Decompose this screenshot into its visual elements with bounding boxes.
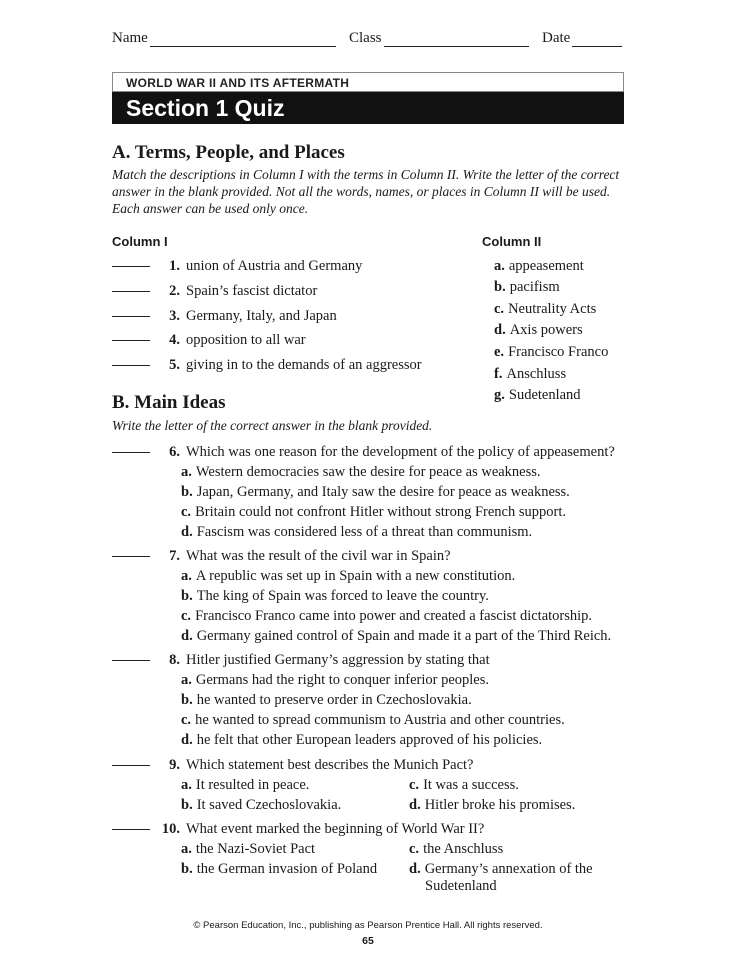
option-text: It saved Czechoslovakia.	[196, 797, 342, 813]
question-number: 8.	[169, 652, 180, 668]
option-letter: c.	[181, 712, 192, 728]
question-text: Which statement best describes the Munich Pact?	[186, 757, 474, 773]
option-text: It was a success.	[423, 777, 519, 793]
option-letter: b.	[181, 861, 193, 877]
question-text: What event marked the beginning of World War II?	[186, 821, 485, 837]
column-1-item	[112, 332, 306, 349]
answer-option	[181, 628, 611, 645]
option-text: Western democracies saw the desire for peace as weakness.	[195, 464, 541, 480]
option-text: Germany gained control of Spain and made it a part of the Third Reich.	[196, 628, 612, 644]
option-text: the Anschluss	[423, 841, 504, 857]
item-number: 5.	[169, 357, 180, 373]
option-letter: c.	[494, 301, 505, 317]
column-2-item	[494, 258, 584, 275]
option-text: The king of Spain was forced to leave the country.	[196, 588, 489, 604]
option-letter: b.	[494, 279, 506, 295]
answer-blank[interactable]	[112, 315, 150, 317]
answer-blank[interactable]	[112, 555, 150, 557]
answer-option	[181, 841, 315, 858]
option-letter: f.	[494, 366, 503, 382]
option-letter: d.	[409, 861, 421, 877]
item-number: 3.	[169, 308, 180, 324]
option-text: he wanted to preserve order in Czechoslovakia.	[196, 692, 472, 708]
answer-option	[409, 861, 593, 878]
question-number: 6.	[169, 444, 180, 460]
answer-blank[interactable]	[112, 451, 150, 453]
option-letter: d.	[181, 732, 193, 748]
option-text: pacifism	[509, 279, 560, 295]
page-number: 65	[362, 935, 374, 947]
copyright-notice: © Pearson Education, Inc., publishing as Pearson Prentice Hall. All rights reserved.	[193, 920, 543, 931]
item-number: 4.	[169, 332, 180, 348]
class-blank[interactable]	[384, 31, 529, 47]
column-2-item	[494, 387, 581, 404]
answer-blank[interactable]	[112, 659, 150, 661]
question-stem	[112, 444, 615, 461]
column-2-item	[494, 322, 583, 339]
section-b-instructions: Write the letter of the correct answer in the blank provided.	[112, 418, 433, 433]
option-text: Japan, Germany, and Italy saw the desire for peace as weakness.	[196, 484, 570, 500]
option-text: It resulted in peace.	[195, 777, 310, 793]
answer-option	[181, 692, 472, 709]
option-text: Axis powers	[509, 322, 583, 338]
answer-blank[interactable]	[112, 764, 150, 766]
item-number: 1.	[169, 258, 180, 274]
answer-option	[181, 672, 489, 689]
option-text: the Nazi-Soviet Pact	[195, 841, 316, 857]
column-2-item	[494, 344, 608, 361]
answer-option	[409, 841, 503, 858]
chapter-banner: WORLD WAR II AND ITS AFTERMATH	[112, 72, 624, 92]
date-blank[interactable]	[572, 31, 622, 47]
answer-option	[409, 797, 575, 814]
answer-blank[interactable]	[112, 339, 150, 341]
question-stem	[112, 757, 474, 774]
column-1-item	[112, 258, 362, 275]
question-stem	[112, 548, 451, 565]
option-text: Neutrality Acts	[508, 301, 597, 317]
option-letter: e.	[494, 344, 505, 360]
option-text: Francisco Franco came into power and created a fascist dictatorship.	[195, 608, 593, 624]
option-text: the German invasion of Poland	[196, 861, 378, 877]
column-1-item	[112, 357, 422, 374]
option-letter: b.	[181, 692, 193, 708]
option-text: he wanted to spread communism to Austria and other countries.	[195, 712, 565, 728]
answer-option	[181, 797, 341, 814]
name-label: Name	[112, 30, 148, 46]
answer-option	[181, 588, 489, 605]
option-text: Sudetenland	[425, 878, 497, 894]
option-text: A republic was set up in Spain with a new constitution.	[195, 568, 516, 584]
option-text: Fascism was considered less of a threat than communism.	[196, 524, 533, 540]
question-text: Which was one reason for the development of the policy of appeasement?	[186, 444, 615, 460]
option-text: Britain could not confront Hitler without strong French support.	[195, 504, 566, 520]
section-a-heading: A. Terms, People, and Places	[112, 142, 345, 163]
answer-option	[409, 777, 519, 794]
answer-blank[interactable]	[112, 290, 150, 292]
date-field[interactable]	[542, 30, 622, 47]
item-text: giving in to the demands of an aggressor	[186, 357, 422, 373]
option-text: Francisco Franco	[508, 344, 609, 360]
column-1-item	[112, 283, 317, 300]
option-letter: b.	[181, 588, 193, 604]
section-b-heading: B. Main Ideas	[112, 392, 226, 413]
option-text: he felt that other European leaders approved of his policies.	[196, 732, 543, 748]
column-2-item	[494, 301, 596, 318]
option-text: appeasement	[508, 258, 584, 274]
option-letter: g.	[494, 387, 505, 403]
option-letter: b.	[181, 797, 193, 813]
question-stem	[112, 652, 490, 669]
name-field[interactable]	[112, 30, 336, 47]
option-letter: d.	[181, 628, 193, 644]
answer-option	[181, 732, 542, 749]
class-label: Class	[349, 30, 382, 46]
answer-option	[181, 464, 541, 481]
section-a-instructions: Match the descriptions in Column I with the terms in Column II. Write the letter of the correct answer in the blank provided. Not all the words, names, or places in Column II will be used. Each answer can be used only once.	[112, 167, 620, 216]
date-label: Date	[542, 30, 571, 46]
name-blank[interactable]	[150, 31, 336, 47]
answer-blank[interactable]	[112, 828, 150, 830]
question-stem	[112, 821, 484, 838]
answer-option	[425, 878, 497, 895]
item-text: union of Austria and Germany	[186, 258, 363, 274]
option-text: Germans had the right to conquer inferior peoples.	[195, 672, 490, 688]
option-text: Germany’s annexation of the	[424, 861, 593, 877]
column-2-item	[494, 366, 566, 383]
option-letter: a.	[181, 777, 192, 793]
question-text: What was the result of the civil war in Spain?	[186, 548, 451, 564]
answer-blank[interactable]	[112, 364, 150, 366]
answer-option	[181, 608, 592, 625]
item-number: 2.	[169, 283, 180, 299]
option-letter: c.	[181, 608, 192, 624]
item-text: opposition to all war	[186, 332, 306, 348]
quiz-title: Section 1 Quiz	[112, 92, 624, 124]
option-text: Sudetenland	[508, 387, 581, 403]
answer-option	[181, 504, 566, 521]
option-letter: d.	[494, 322, 506, 338]
question-number: 7.	[169, 548, 180, 564]
column-1-item	[112, 308, 337, 325]
option-letter: d.	[409, 797, 421, 813]
item-text: Spain’s fascist dictator	[186, 283, 318, 299]
option-letter: a.	[181, 568, 192, 584]
column-1-heading: Column I	[112, 234, 168, 249]
question-text: Hitler justified Germany’s aggression by stating that	[186, 652, 490, 668]
answer-option	[181, 777, 309, 794]
column-2-heading: Column II	[482, 234, 542, 249]
option-letter: d.	[181, 524, 193, 540]
class-field[interactable]	[349, 30, 529, 47]
option-letter: b.	[181, 484, 193, 500]
column-2-item	[494, 279, 560, 296]
answer-option	[181, 568, 515, 585]
answer-option	[181, 524, 532, 541]
item-text: Germany, Italy, and Japan	[186, 308, 337, 324]
option-letter: a.	[181, 464, 192, 480]
answer-option	[181, 861, 377, 878]
question-number: 10.	[161, 821, 180, 837]
option-text: Anschluss	[506, 366, 567, 382]
answer-option	[181, 484, 570, 501]
answer-option	[181, 712, 565, 729]
option-letter: a.	[181, 841, 192, 857]
question-number: 9.	[169, 757, 180, 773]
option-letter: c.	[409, 841, 420, 857]
option-letter: c.	[409, 777, 420, 793]
option-letter: a.	[181, 672, 192, 688]
option-text: Hitler broke his promises.	[424, 797, 576, 813]
answer-blank[interactable]	[112, 265, 150, 267]
option-letter: a.	[494, 258, 505, 274]
option-letter: c.	[181, 504, 192, 520]
